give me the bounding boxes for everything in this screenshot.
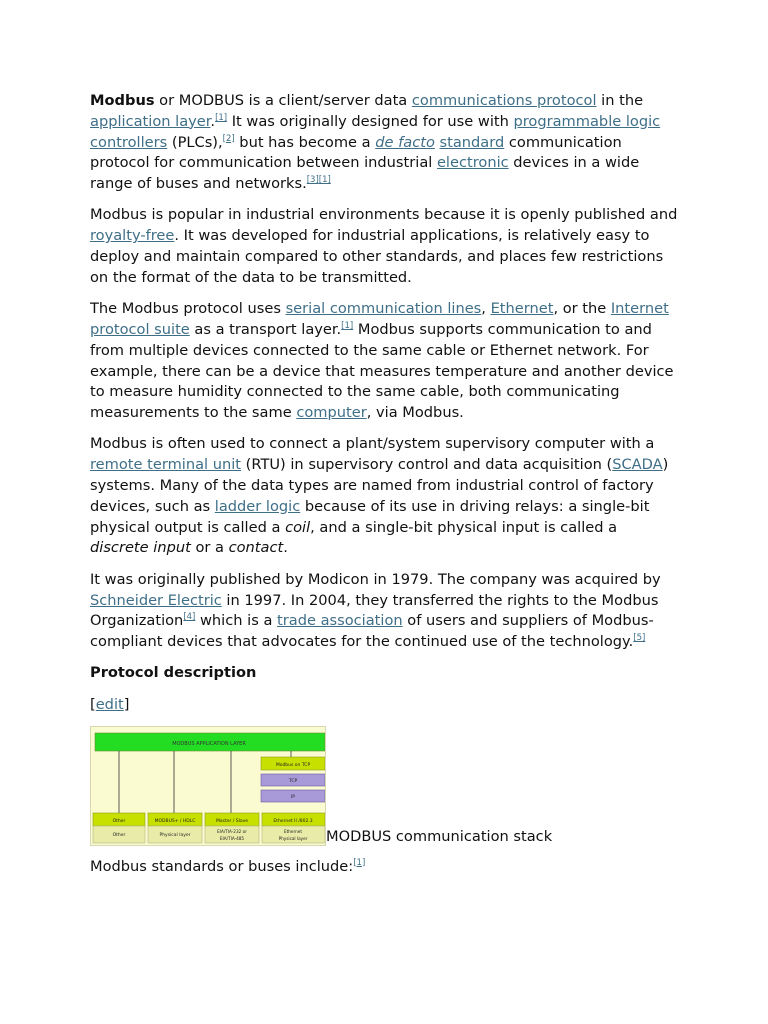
- text: . It was developed for industrial applications, is relatively easy to deploy and maintain compared to other standards, and places few restrictions on the format of the data to be transmitted.: [90, 227, 664, 286]
- text: communication protocol for communication between industrial: [90, 133, 622, 172]
- text: in 1997. In 2004, they transferred the rights to the Modbus Organization: [90, 591, 659, 630]
- ethernet-bottom-label-1: Ethernet: [283, 829, 303, 835]
- article-body: [90, 91, 680, 888]
- text: or MODBUS is a client/server data: [154, 92, 412, 109]
- link-serial-communication-lines[interactable]: serial communication lines: [285, 300, 482, 318]
- edit-link[interactable]: edit: [95, 695, 124, 713]
- text: ) systems. Many of the data types are named from industrial control of factory devices, such as: [90, 456, 669, 515]
- link-standard[interactable]: standard: [439, 133, 505, 151]
- ethernet-top-label: Ethernet II /802.3: [273, 819, 313, 825]
- link-communications-protocol[interactable]: communications protocol: [411, 92, 597, 109]
- text: , or the: [553, 300, 611, 318]
- text: It was originally published by Modicon in 1979. The company was acquired by: [90, 570, 661, 588]
- text: It was originally designed for use with: [227, 112, 514, 130]
- citation-link[interactable]: [1]: [215, 112, 228, 123]
- citation: [353, 858, 365, 868]
- citation-link[interactable]: [3]: [306, 175, 319, 186]
- link-ladder-logic[interactable]: ladder logic: [214, 497, 301, 515]
- application-layer-label: MODBUS APPLICATION LAYER: [172, 741, 246, 748]
- master-slave-bottom-label-2: EIA/TIA-485: [219, 836, 245, 842]
- link-programmable-logic-controllers[interactable]: programmable logic controllers: [90, 112, 661, 151]
- citation-link[interactable]: [4]: [183, 612, 196, 623]
- text: because of its use in driving relays: a single-bit physical output is called a: [90, 497, 650, 536]
- text: as a transport layer.: [189, 320, 342, 338]
- paragraph-popularity: [90, 205, 680, 288]
- paragraph-transport: [90, 299, 680, 424]
- link-remote-terminal-unit[interactable]: remote terminal unit: [90, 456, 242, 474]
- text: (RTU) in supervisory control and data acquisition (: [241, 456, 613, 474]
- link-ethernet[interactable]: Ethernet: [490, 300, 554, 318]
- modbus-stack-diagram[interactable]: [90, 726, 326, 846]
- citation: [183, 612, 195, 622]
- stack-diagram-svg: [91, 727, 325, 845]
- section-heading: Protocol description: [90, 664, 257, 682]
- figure-caption: MODBUS communication stack: [326, 828, 553, 846]
- text: devices in a wide range of buses and networks.: [90, 154, 640, 193]
- text: in the: [596, 92, 644, 109]
- citation-link[interactable]: [1]: [341, 320, 354, 331]
- modbus-tcp-label: Modbus on TCP: [275, 763, 311, 769]
- text: .: [210, 112, 216, 130]
- text: or a: [190, 539, 229, 557]
- link-trade-association[interactable]: trade association: [277, 612, 403, 630]
- citation-link[interactable]: [1]: [318, 175, 331, 186]
- link-de-facto[interactable]: de facto: [375, 133, 435, 151]
- text: The Modbus protocol uses: [90, 300, 286, 318]
- edit-section: [90, 695, 680, 716]
- text: of users and suppliers of Modbus-compliant devices that advocates for the continued use of the technology.: [90, 612, 654, 651]
- term-contact: contact: [228, 539, 284, 557]
- citation-link[interactable]: [2]: [222, 133, 235, 144]
- text: which is a: [195, 612, 278, 630]
- master-slave-bottom-label-1: EIA/TIA-232 or: [217, 829, 247, 835]
- hdlc-top-label: MODBUS+ / HDLC: [154, 819, 196, 825]
- link-internet-protocol-suite[interactable]: Internet protocol suite: [90, 300, 669, 338]
- text: (PLCs),: [167, 133, 223, 151]
- bracket: [: [90, 695, 96, 713]
- text: .: [283, 539, 288, 557]
- figure: [90, 726, 680, 846]
- citation-link[interactable]: [1]: [353, 857, 366, 868]
- link-electronic[interactable]: electronic: [436, 154, 509, 172]
- citation: [223, 134, 235, 144]
- ip-label: IP: [290, 795, 296, 801]
- text: Modbus is popular in industrial environments because it is openly published and: [90, 206, 678, 224]
- paragraph-scada: [90, 434, 680, 559]
- text: but has become a: [234, 133, 376, 151]
- other-bottom-label: Other: [112, 833, 126, 839]
- text: Modbus standards or buses include:: [90, 857, 354, 875]
- hdlc-bottom-label: Physical layer: [159, 833, 191, 839]
- text: ,: [481, 300, 491, 318]
- citation: [215, 113, 227, 123]
- text: Modbus supports communication to and from multiple devices connected to the same cable or Ethernet network. For example, there can be a device that measures temperature and another device to measure humidity connected to the same cable, both communicating measurements to the same: [90, 320, 674, 422]
- citation: [341, 321, 353, 331]
- bracket: ]: [123, 695, 130, 713]
- citation-link[interactable]: [5]: [633, 633, 646, 644]
- link-computer[interactable]: computer: [296, 404, 367, 422]
- link-royalty-free[interactable]: royalty-free: [90, 227, 175, 245]
- text: , and a single-bit physical input is called a: [310, 518, 618, 536]
- citation: [633, 633, 645, 643]
- paragraph-intro: [90, 91, 680, 195]
- paragraph-history: [90, 570, 680, 653]
- other-top-label: Other: [112, 819, 126, 825]
- paragraph-standards: [90, 857, 680, 878]
- master-slave-top-label: Master / Slave: [215, 819, 249, 825]
- term-discrete-input: discrete input: [90, 539, 191, 557]
- citation: [307, 175, 331, 185]
- tcp-label: TCP: [288, 779, 298, 785]
- link-schneider-electric[interactable]: Schneider Electric: [90, 591, 222, 609]
- term-modbus: Modbus: [90, 92, 155, 109]
- link-scada[interactable]: SCADA: [612, 456, 663, 474]
- term-coil: coil: [285, 518, 311, 536]
- ethernet-bottom-label-2: Physical layer: [278, 836, 308, 842]
- link-application-layer[interactable]: application layer: [90, 112, 211, 130]
- text: , via Modbus.: [366, 404, 464, 422]
- text: Modbus is often used to connect a plant/system supervisory computer with a: [90, 435, 655, 453]
